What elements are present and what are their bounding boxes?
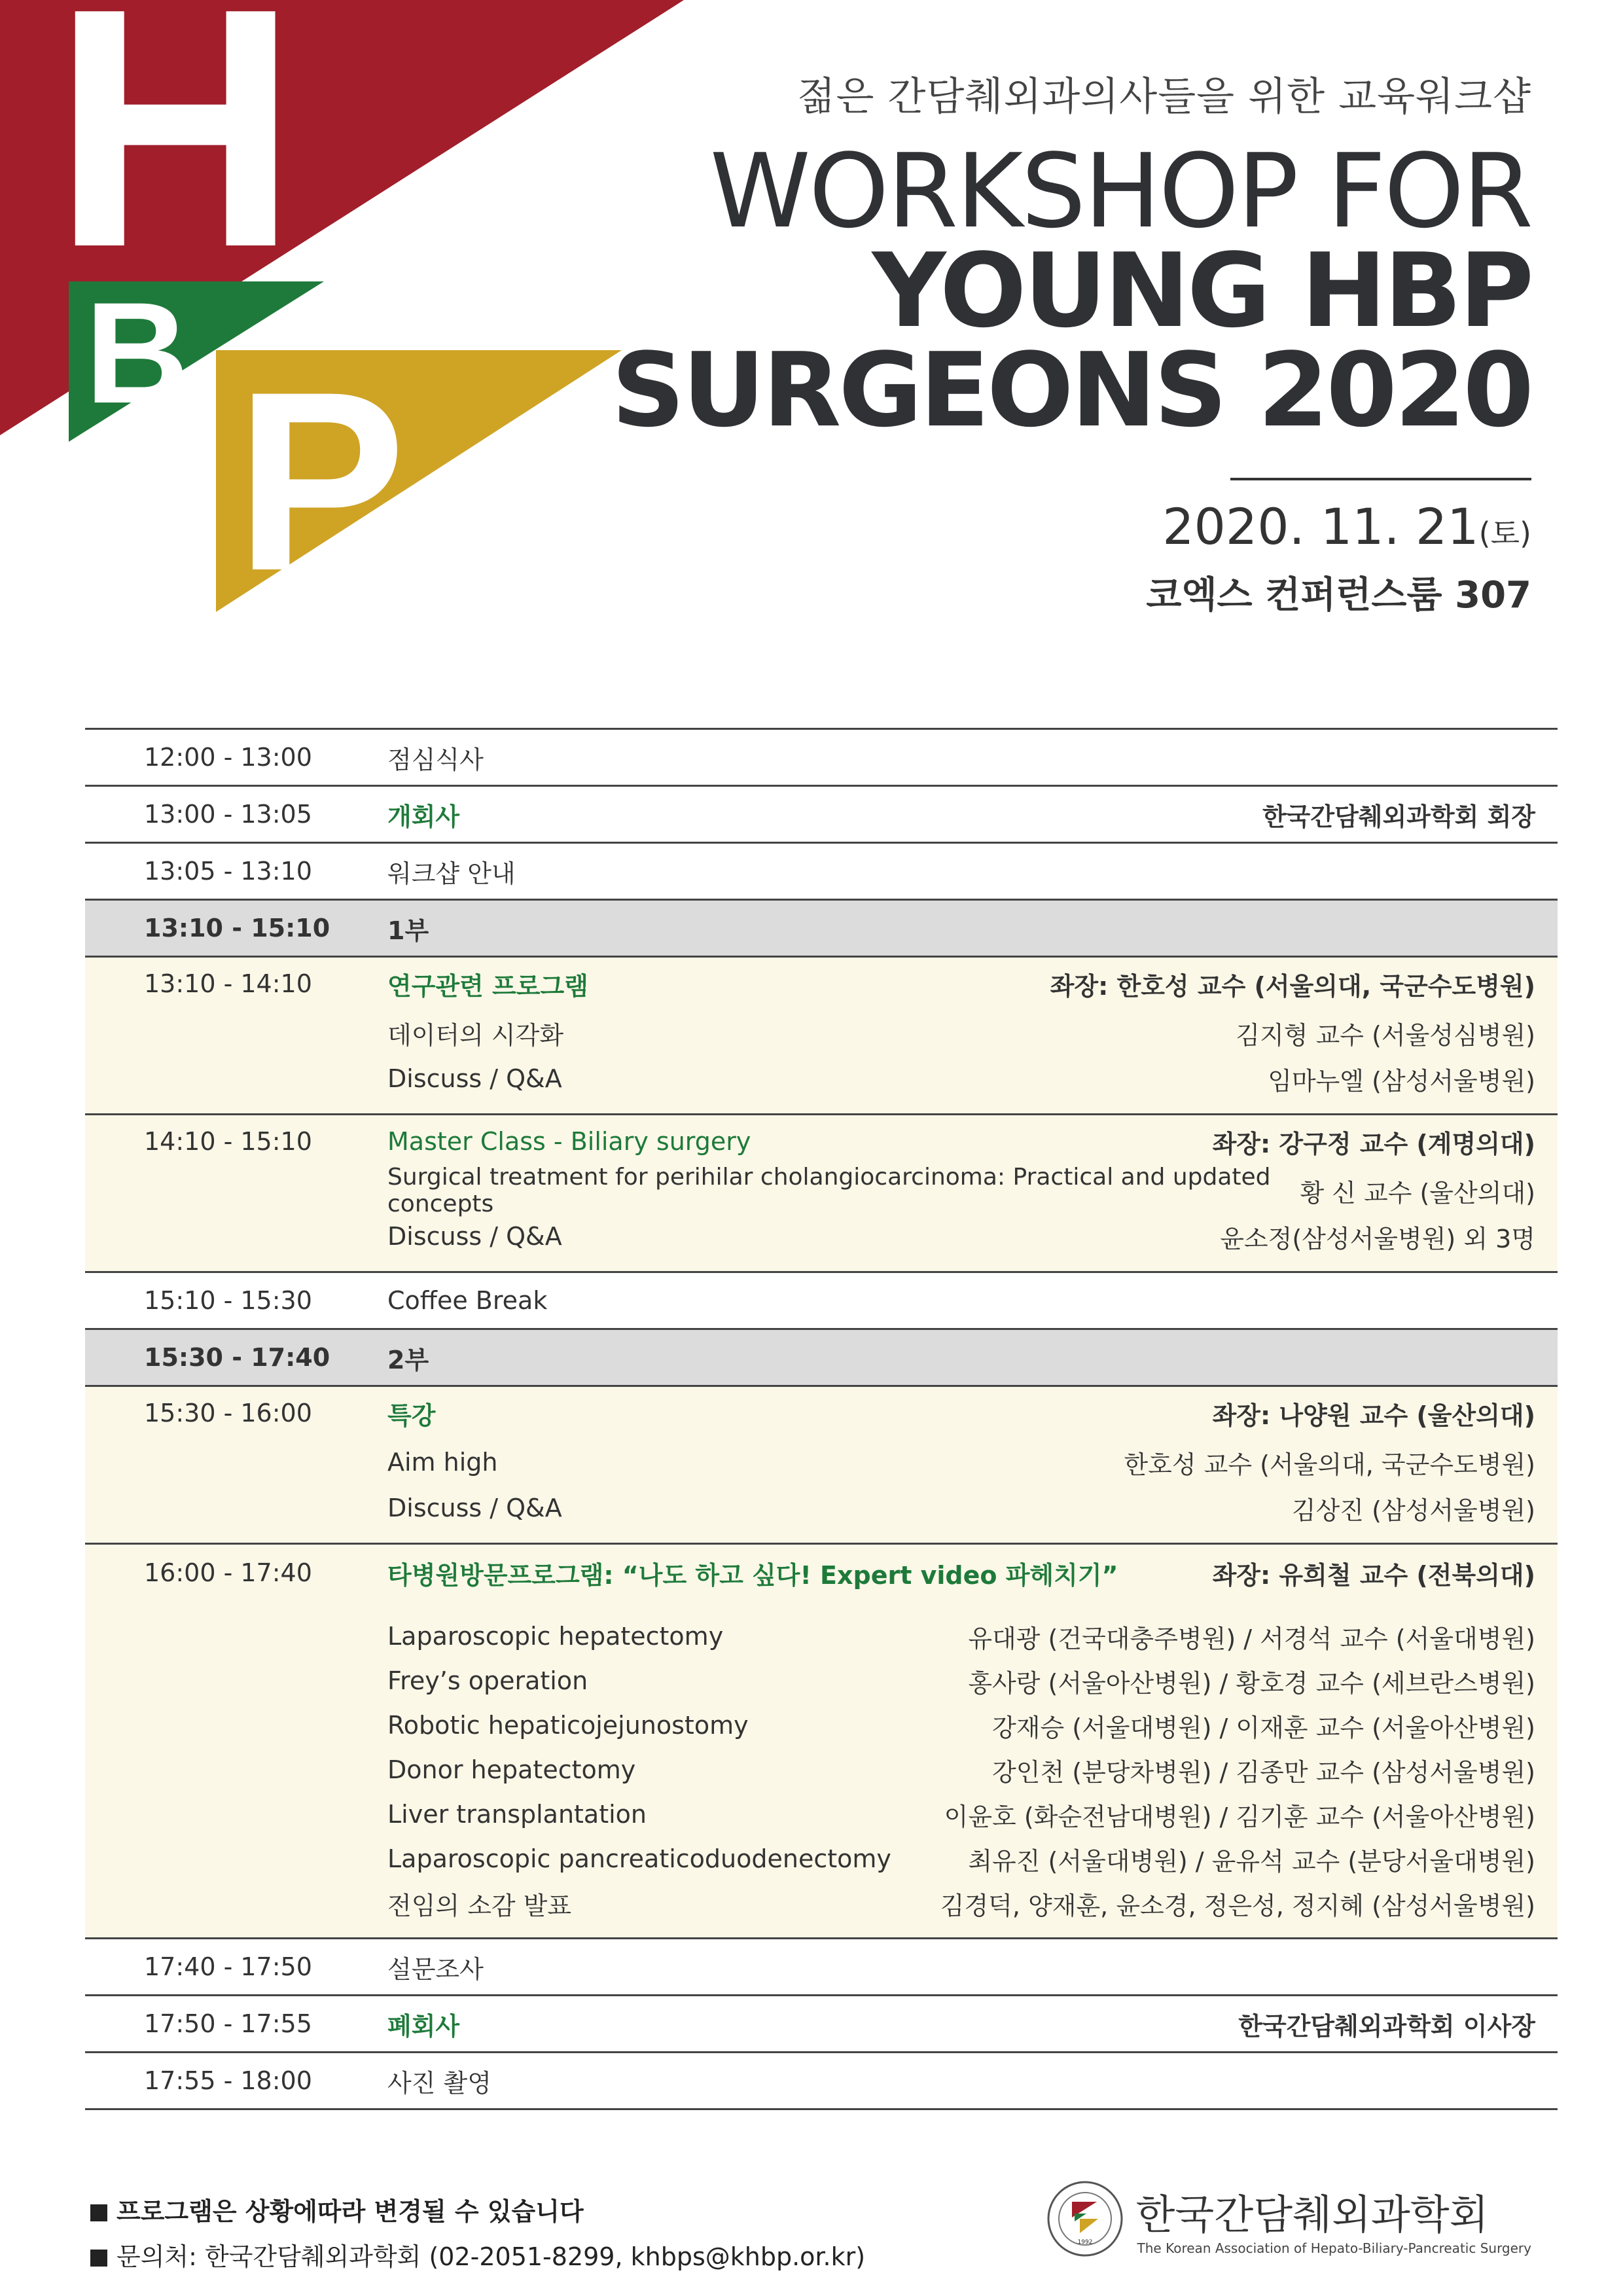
logo-letter-p: P [236, 338, 406, 624]
row-time: 14:10 - 15:10 [144, 1127, 312, 1156]
row-title: 2부 [387, 1345, 429, 1374]
table-row [85, 1939, 1558, 1996]
schedule-table [85, 728, 1558, 2110]
square-bullet-icon [90, 2204, 107, 2221]
table-row [85, 958, 1558, 1115]
society-name: 한국간담췌외과학회 [1135, 2190, 1489, 2238]
list-item [85, 1748, 1558, 1792]
subtitle-kr: 젊은 간담췌외과의사들을 위한 교육워크샵 [797, 74, 1531, 120]
list-item [85, 1792, 1558, 1837]
row-sub-title: Discuss / Q&A [387, 1494, 562, 1522]
table-row [85, 1387, 1558, 1545]
society-name-block [1124, 2182, 1531, 2256]
row-sub-right: 강재승 (서울대병원) / 이재훈 교수 (서울아산병원) [992, 1713, 1535, 1742]
row-title: 특강 [387, 1401, 436, 1430]
row-time: 13:05 - 13:10 [144, 857, 312, 886]
row-sub-right: 임마누엘 (삼성서울병원) [1268, 1066, 1535, 1096]
row-right: 한국간담췌외과학회 이사장 [1238, 2011, 1535, 2041]
footer-notes [90, 2191, 865, 2282]
row-sub-right: 이윤호 (화순전남대병원) / 김기훈 교수 (서울아산병원) [944, 1802, 1535, 1831]
logo-letter-h: H [52, 0, 298, 318]
row-sub-right: 김상진 (삼성서울병원) [1291, 1496, 1535, 1525]
table-row [85, 1115, 1558, 1273]
row-title: 설문조사 [387, 1954, 484, 1984]
table-row [85, 844, 1558, 901]
list-item [85, 1703, 1558, 1748]
square-bullet-icon [90, 2250, 107, 2267]
row-sub-right: 홍사랑 (서울아산병원) / 황호경 교수 (세브란스병원) [968, 1668, 1535, 1698]
row-title: 워크샵 안내 [387, 859, 516, 888]
title-line-2: YOUNG HBP [872, 231, 1531, 350]
row-sub-title: Aim high [387, 1448, 498, 1477]
row-time: 17:40 - 17:50 [144, 1952, 312, 1981]
row-time: 15:30 - 17:40 [144, 1343, 330, 1372]
row-sub-title: Laparoscopic hepatectomy [387, 1622, 724, 1651]
row-title: 사진 촬영 [387, 2068, 491, 2098]
table-row [85, 787, 1558, 844]
row-sub-title: Robotic hepaticojejunostomy [387, 1711, 749, 1740]
row-time: 15:30 - 16:00 [144, 1399, 312, 1427]
event-date [550, 497, 1531, 556]
list-item [85, 1881, 1558, 1926]
title-line-3: SURGEONS 2020 [611, 331, 1531, 450]
list-item [85, 1614, 1558, 1659]
row-sub-title: 전임의 소감 발표 [387, 1891, 572, 1920]
event-date-value: 2020. 11. 21 [1162, 497, 1479, 556]
row-sub-right: 윤소정(삼성서울병원) 외 3명 [1220, 1224, 1535, 1253]
society-seal-icon [1046, 2179, 1124, 2258]
row-right: 좌장: 한호성 교수 (서울의대, 국군수도병원) [1050, 971, 1535, 1001]
seal-year: 1992 [1077, 2239, 1092, 2246]
footer-note-2: 문의처: 한국간담췌외과학회 (02-2051-8299, khbps@khbp.or.kr) [90, 2236, 865, 2272]
row-sub-title: 데이터의 시각화 [387, 1020, 564, 1050]
event-date-day: (토) [1478, 516, 1531, 551]
row-sub-title: Frey’s operation [387, 1666, 588, 1695]
row-title: Master Class - Biliary surgery [387, 1127, 751, 1156]
event-venue: 코엑스 컨퍼런스룸 307 [1146, 574, 1531, 617]
row-time: 13:00 - 13:05 [144, 800, 312, 829]
row-sub-right: 김지형 교수 (서울성심병원) [1236, 1020, 1535, 1050]
society-english-name: The Korean Association of Hepato-Biliary-Pancreatic Surgery [1137, 2240, 1531, 2256]
row-sub-right: 황 신 교수 (울산의대) [1300, 1178, 1535, 1208]
society-brand [1046, 2179, 1531, 2258]
row-title: 폐회사 [387, 2011, 460, 2041]
table-row [85, 1996, 1558, 2053]
table-row [85, 2053, 1558, 2110]
row-sub-title: Laparoscopic pancreaticoduodenectomy [387, 1844, 891, 1873]
table-row-session [85, 1330, 1558, 1387]
row-right: 좌장: 강구정 교수 (계명의대) [1212, 1129, 1535, 1158]
row-sub-right: 한호성 교수 (서울의대, 국군수도병원) [1124, 1450, 1535, 1479]
row-sub-title: Discuss / Q&A [387, 1064, 562, 1093]
row-time: 13:10 - 14:10 [144, 969, 312, 998]
footer-note-1: 프로그램은 상황에따라 변경될 수 있습니다 [90, 2191, 865, 2227]
row-sub-title: Donor hepatectomy [387, 1755, 636, 1784]
logo-letter-b: B [85, 272, 189, 433]
row-time: 17:55 - 18:00 [144, 2066, 312, 2095]
row-title: 1부 [387, 916, 429, 945]
row-sub-right: 강인천 (분당차병원) / 김종만 교수 (삼성서울병원) [992, 1757, 1535, 1787]
row-title: 연구관련 프로그램 [387, 971, 588, 1001]
row-title: 개회사 [387, 802, 460, 831]
title-divider [1230, 478, 1531, 480]
row-time: 17:50 - 17:55 [144, 2009, 312, 2038]
row-time: 16:00 - 17:40 [144, 1558, 312, 1587]
row-sub-right: 김경덕, 양재훈, 윤소경, 정은성, 정지혜 (삼성서울병원) [940, 1891, 1535, 1920]
table-row [85, 730, 1558, 787]
table-row [85, 1545, 1558, 1939]
row-time: 12:00 - 13:00 [144, 743, 312, 772]
hero-title-block [550, 65, 1531, 619]
row-time: 13:10 - 15:10 [144, 914, 330, 942]
row-sub-right: 유대광 (건국대충주병원) / 서경석 교수 (서울대병원) [968, 1624, 1535, 1653]
row-sub-right: 최유진 (서울대병원) / 윤유석 교수 (분당서울대병원) [968, 1846, 1535, 1876]
title-line-1: WORKSHOP FOR [709, 132, 1531, 251]
list-item [85, 1659, 1558, 1703]
row-sub-title: Surgical treatment for perihilar cholangiocarcinoma: Practical and updated concepts [387, 1164, 1271, 1217]
row-title: 점심식사 [387, 745, 484, 774]
row-right: 좌장: 유희철 교수 (전북의대) [1212, 1560, 1535, 1590]
row-sub-title: Discuss / Q&A [387, 1222, 562, 1251]
row-title: 타병원방문프로그램: “나도 하고 싶다! Expert video 파헤치기” [387, 1560, 1118, 1590]
list-item [85, 1837, 1558, 1881]
table-row [85, 1273, 1558, 1330]
row-right: 한국간담췌외과학회 회장 [1262, 802, 1535, 831]
row-time: 15:10 - 15:30 [144, 1286, 312, 1315]
table-row-session [85, 901, 1558, 958]
row-sub-title: Liver transplantation [387, 1800, 647, 1829]
row-title: Coffee Break [387, 1286, 548, 1315]
row-right: 좌장: 나양원 교수 (울산의대) [1212, 1401, 1535, 1430]
